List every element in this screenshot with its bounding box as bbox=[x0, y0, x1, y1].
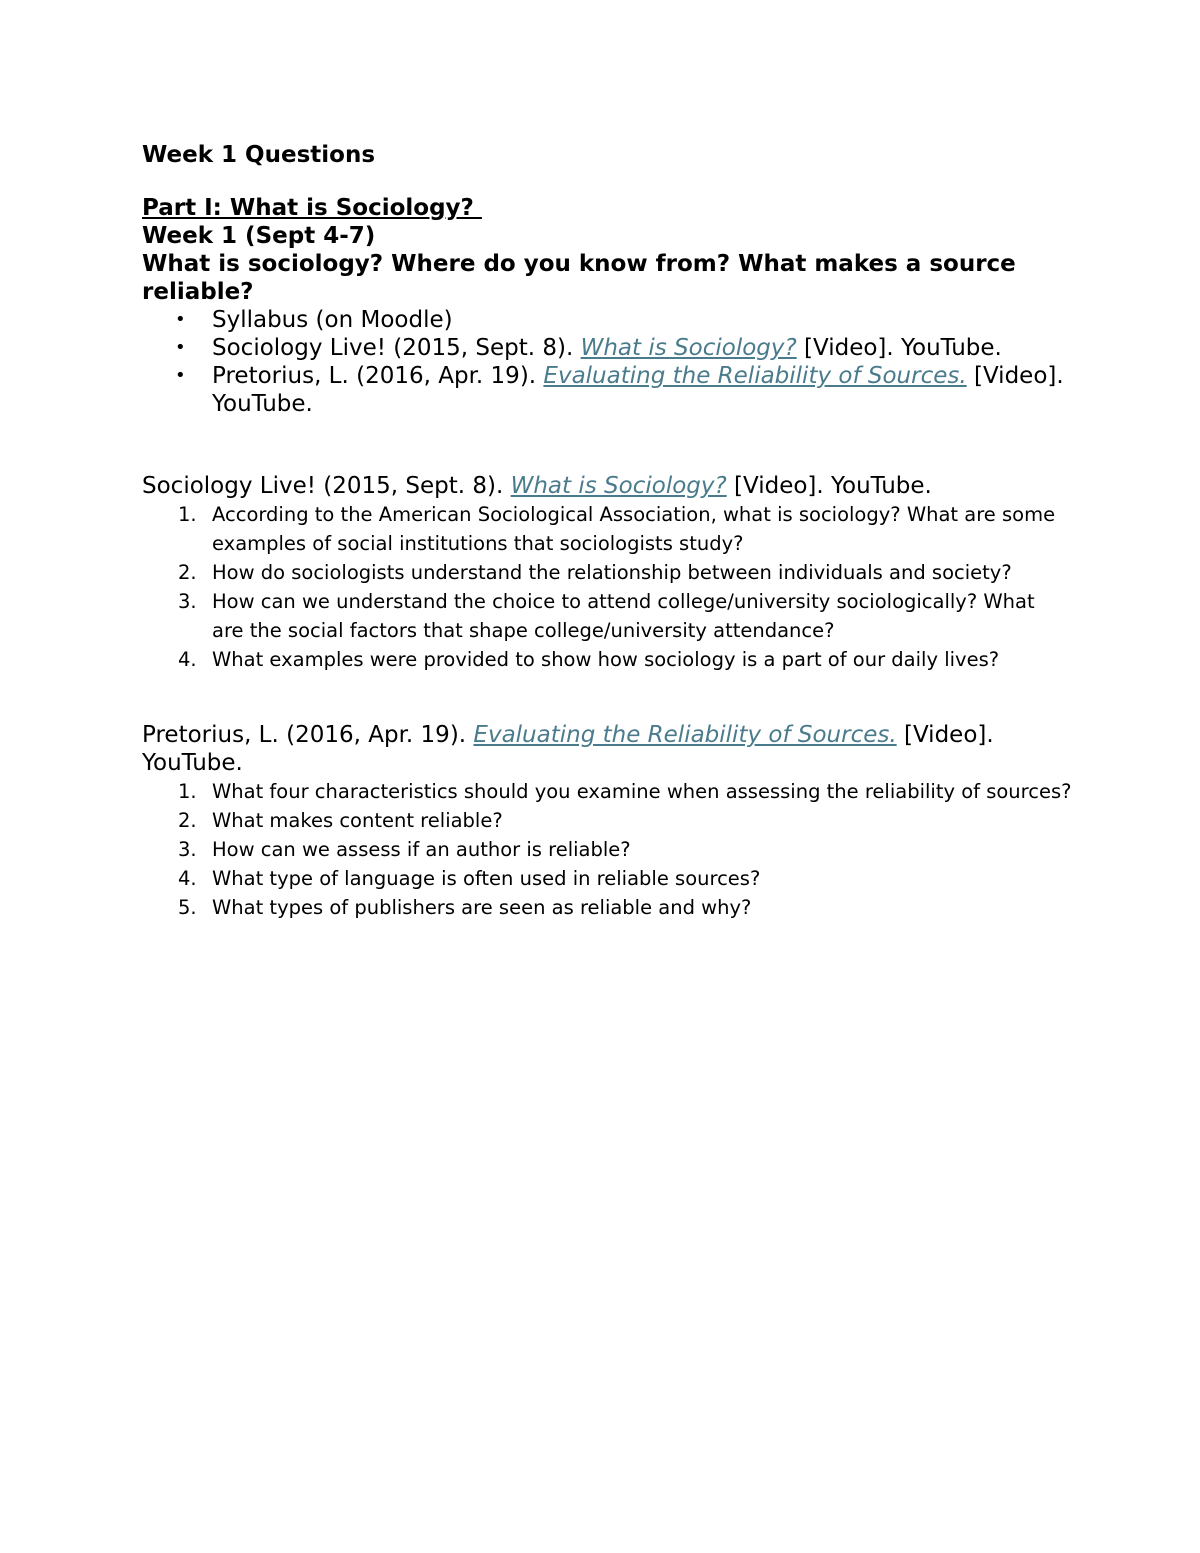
bullet-icon: • bbox=[175, 365, 186, 386]
question-item bbox=[142, 835, 1072, 864]
question-item bbox=[142, 777, 1072, 806]
question-text: How do sociologists understand the relationship between individuals and society? bbox=[212, 561, 1012, 584]
source-citation: Sociology Live! (2015, Sept. 8). bbox=[142, 473, 511, 499]
question-number: 3. bbox=[178, 590, 197, 613]
document-title: Week 1 Questions bbox=[142, 142, 376, 168]
source-suffix: [Video]. YouTube. bbox=[726, 473, 932, 499]
question-text: What makes content reliable? bbox=[212, 809, 503, 832]
question-text: How can we understand the choice to attend college/university sociologically? What are the social factors that shape college/university attendance? bbox=[212, 590, 1035, 642]
question-text: What examples were provided to show how sociology is a part of our daily lives? bbox=[212, 648, 1000, 671]
question-number: 1. bbox=[178, 780, 197, 803]
reading-suffix: [Video]. YouTube. bbox=[796, 335, 1002, 361]
reading-text: Syllabus (on Moodle) bbox=[212, 307, 453, 333]
source-suffix: [Video]. YouTube. bbox=[142, 722, 994, 776]
part-heading: Part I: What is Sociology? bbox=[142, 195, 482, 221]
video-link-what-is-sociology[interactable]: What is Sociology? bbox=[580, 335, 797, 361]
video-link-evaluating-reliability[interactable]: Evaluating the Reliability of Sources. bbox=[473, 722, 897, 748]
video-link-evaluating-reliability[interactable]: Evaluating the Reliability of Sources. bbox=[543, 363, 967, 389]
video-link-what-is-sociology[interactable]: What is Sociology? bbox=[510, 473, 727, 499]
reading-citation: Pretorius, L. (2016, Apr. 19). bbox=[212, 363, 544, 389]
document-page bbox=[142, 140, 1072, 922]
question-item bbox=[142, 893, 1072, 922]
questions-list-pretorius bbox=[142, 777, 1072, 922]
question-number: 3. bbox=[178, 838, 197, 861]
question-item bbox=[142, 645, 1072, 674]
reading-suffix: [Video]. YouTube. bbox=[212, 363, 1064, 417]
bullet-icon: • bbox=[175, 337, 186, 358]
reading-citation: Sociology Live! (2015, Sept. 8). bbox=[212, 335, 581, 361]
week-heading: Week 1 (Sept 4-7) bbox=[142, 223, 376, 249]
week-guiding-question: What is sociology? Where do you know from? What makes a source reliable? bbox=[142, 251, 1016, 305]
reading-item-pretorius bbox=[142, 362, 1072, 418]
bullet-icon: • bbox=[175, 309, 186, 330]
question-item bbox=[142, 558, 1072, 587]
question-number: 2. bbox=[178, 561, 197, 584]
question-text: According to the American Sociological Association, what is sociology? What are some examples of social institutions that sociologists study? bbox=[212, 503, 1056, 555]
question-item bbox=[142, 500, 1072, 558]
readings-list bbox=[142, 306, 1072, 418]
question-text: How can we assess if an author is reliable? bbox=[212, 838, 631, 861]
source-heading-sociology-live bbox=[142, 472, 1072, 500]
question-text: What types of publishers are seen as reliable and why? bbox=[212, 896, 752, 919]
question-number: 4. bbox=[178, 648, 197, 671]
reading-item-syllabus bbox=[142, 306, 1072, 334]
question-number: 4. bbox=[178, 867, 197, 890]
question-text: What four characteristics should you examine when assessing the reliability of sources? bbox=[212, 780, 1072, 803]
question-text: What type of language is often used in reliable sources? bbox=[212, 867, 761, 890]
reading-item-sociology-live bbox=[142, 334, 1072, 362]
question-number: 5. bbox=[178, 896, 197, 919]
question-number: 1. bbox=[178, 503, 197, 526]
source-heading-pretorius bbox=[142, 721, 1072, 777]
questions-list-sociology-live bbox=[142, 500, 1072, 674]
question-item bbox=[142, 806, 1072, 835]
question-item bbox=[142, 864, 1072, 893]
question-number: 2. bbox=[178, 809, 197, 832]
question-item bbox=[142, 587, 1072, 645]
source-citation: Pretorius, L. (2016, Apr. 19). bbox=[142, 722, 474, 748]
